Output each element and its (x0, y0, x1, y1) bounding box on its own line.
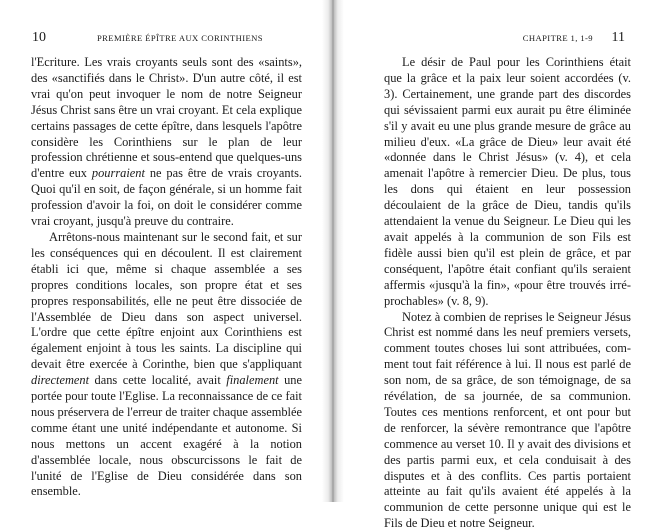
text-segment: Notez à combien de reprises le Seigneur Jésus Christ est nommé dans les neuf premiers versets, comment toutes choses lui sont attribuées, comment tout fait référence à lui. Il nous est parlé de son nom, de sa grâce, de son témoignage, de sa révélation, de sa journée, de sa communion. Toutes ces mentions renforcent, et ont pour but de renforcer, la sévère remontrance que l'apôtre commence au verset 10. Il y avait des divisions et des partis parmi eux, et cela conduisait à des disputes et à des conflits. Ces partis portaient atteinte au fait qu'ils avaient été appelés à la communion de cette personne unique qui est le Fils de Dieu et notre Seigneur. (384, 310, 631, 531)
text-segment: ne pas être de vrais croyants. Quoi qu'il en soit, de façon générale, si un homme fait profession d'avoir la foi, on doit le considérer comme vrai croyant, jusqu'à preuve du contraire. (31, 166, 302, 228)
left-paragraph-2 (31, 230, 302, 500)
text-segment: Arrêtons-nous maintenant sur le second fait, et sur les conséquences qui en découlent. Il est clairement établi ici que, même si chaque assemblée a ses propres conditions locales, son propre état et ses propres responsabilités, elle ne peut être dissociée de l'Assemblée de Dieu dans son aspect universel. L'ordre que cette épître enjoint aux Corinthiens est également enjoint à tous les saints. La discipline qui devait être exercée à Corinthe, bien que s'appliquant (31, 230, 302, 371)
right-page (344, 0, 667, 502)
italic-segment: finalement (226, 373, 278, 387)
text-segment: une portée pour toute l'Eglise. La reconnaissance de ce fait nous préservera de l'erreur de traiter chaque assemblée comme étant une unité indépendante et autonome. Si nous mettons un accent exagéré à la notion d'assemblée locale, nous obscurcissons le fait de l'unité de l'Eglise de Dieu considérée dans son ensemble. (31, 373, 302, 498)
italic-segment: pourraient (92, 166, 145, 180)
right-running-head (344, 30, 667, 46)
text-segment: dans cette localité, avait (89, 373, 226, 387)
right-paragraph-2 (384, 310, 631, 532)
right-text-block (384, 55, 631, 532)
text-segment: Le désir de Paul pour les Corinthiens était que la grâce et la paix leur soient accordées (v. 3). Certainement, une grande part des discordes qui sévissaient parmi eux aurait pu être éliminée s'il y avait eu une plus grande mesure de grâce au milieu d'eux. «La grâce de Dieu» leur avait été «donnée dans le Christ Jésus» (v. 4), et cela amenait l'apôtre à remercier Dieu. De plus, tous les dons qui étaient en leur possession découlaient de la grâce de Dieu, tandis qu'ils attendaient la venue du Seigneur. Le Dieu qui les avait appelés à la communion de son Fils est fidèle aussi bien qu'il est plein de grâce, et par conséquent, l'apôtre était confiant qu'ils seraient affermis «jusqu'à la fin», «pour être trouvés irréprochables» (v. 8, 9). (384, 55, 631, 308)
left-page (0, 0, 322, 502)
right-page-number: 11 (612, 30, 625, 46)
book-gutter (322, 0, 344, 502)
italic-segment: directement (31, 373, 89, 387)
left-running-head (0, 30, 322, 46)
left-paragraph-1 (31, 55, 302, 230)
left-page-number: 10 (32, 30, 46, 46)
right-running-title: CHAPITRE 1, 1-9 (523, 32, 593, 44)
left-running-title: PREMIÈRE ÉPÎTRE AUX CORINTHIENS (97, 32, 263, 44)
left-text-block (31, 55, 302, 500)
right-paragraph-1 (384, 55, 631, 310)
text-segment: l'Ecriture. Les vrais croyants seuls sont des «saints», des «sanctifiés dans le Christ». D'un autre côté, il est vrai qu'on peut invoquer le nom de notre Seigneur Jésus Christ sans être un vrai croyant. Et cela explique certains passages de cette épître, dans lesquels l'apôtre considère les Corinthiens sur le plan de leur profession chrétienne et sous-entend que quelques-uns d'entre eux (31, 55, 302, 180)
